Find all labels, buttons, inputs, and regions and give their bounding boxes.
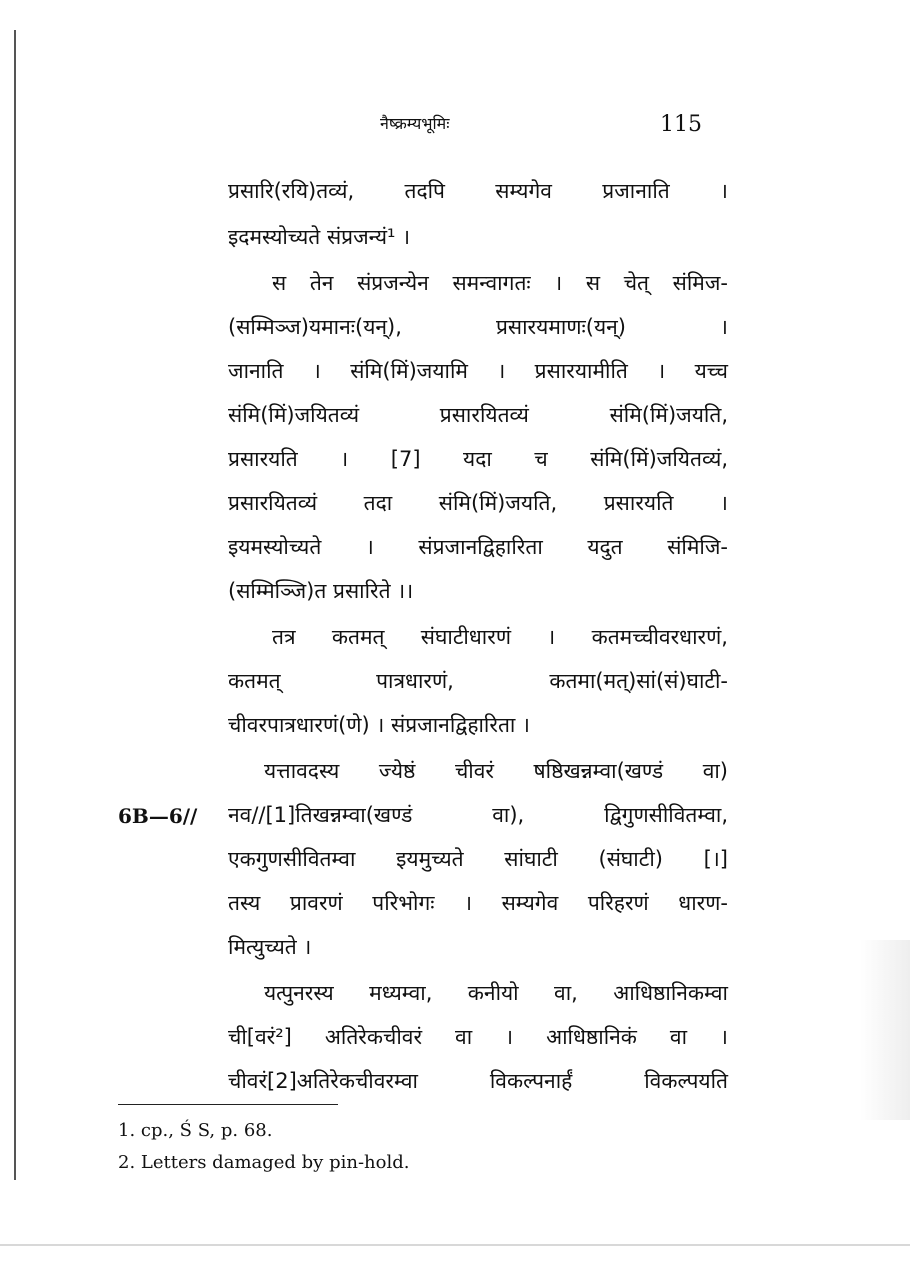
margin-reference: 6B—6// <box>118 804 198 828</box>
text-line-11: तत्र कतमत् संघाटीधारणं । कतमच्चीवरधारणं, <box>272 625 728 649</box>
text-line-19: यत्पुनरस्य मध्यम्वा, कनीयो वा, आधिष्ठानिकम्वा <box>264 981 728 1005</box>
footnote-1: 1. cp., Ś S, p. 68. <box>118 1120 273 1141</box>
text-line-2: इदमस्योच्यते संप्रजन्यं¹ । <box>228 225 411 249</box>
footnote-divider <box>118 1104 338 1105</box>
page-bottom-edge <box>0 1244 910 1246</box>
text-line-3: स तेन संप्रजन्येन समन्वागतः । स चेत् संमिज- <box>272 271 728 295</box>
text-line-15: नव//[1]तिखन्नम्वा(खण्डं वा), द्विगुणसीवितम्वा, <box>228 803 728 827</box>
text-line-1: प्रसारि(रयि)तव्यं, तदपि सम्यगेव प्रजानाति । <box>228 179 728 203</box>
text-line-7: प्रसारयति । [7] यदा च संमि(मिं)जयितव्यं, <box>228 447 728 471</box>
text-line-10: (सम्मिञ्जि)त प्रसारिते ।। <box>228 579 414 603</box>
text-line-14: यत्तावदस्य ज्येष्ठं चीवरं षष्ठिखन्नम्वा(खण्डं वा) <box>264 759 728 783</box>
page-number: 115 <box>660 112 702 137</box>
text-line-16: एकगुणसीवितम्वा इयमुच्यते सांघाटी (संघाटी) [।] <box>228 847 728 871</box>
text-line-13: चीवरपात्रधारणं(णे) । संप्रजानद्विहारिता । <box>228 713 530 737</box>
text-line-5: जानाति । संमि(मिं)जयामि । प्रसारयामीति । यच्च <box>228 359 728 383</box>
text-line-6: संमि(मिं)जयितव्यं प्रसारयितव्यं संमि(मिं)जयति, <box>228 403 728 427</box>
text-line-17: तस्य प्रावरणं परिभोगः । सम्यगेव परिहरणं धारण- <box>228 891 728 915</box>
text-line-4: (सम्मिञ्ज)यमानः(यन्), प्रसारयमाणः(यन्) । <box>228 315 728 339</box>
text-line-18: मित्युच्यते । <box>228 935 312 959</box>
page-edge-shadow <box>860 940 910 1120</box>
text-line-12: कतमत् पात्रधारणं, कतमा(मत्)सां(सं)घाटी- <box>228 669 728 693</box>
footnote-2: 2. Letters damaged by pin-hold. <box>118 1152 410 1173</box>
running-header: नैष्क्रम्यभूमिः <box>380 114 450 133</box>
text-line-21: चीवरं[2]अतिरेकचीवरम्वा विकल्पनार्हं विकल्पयति <box>228 1069 728 1093</box>
binding-edge <box>14 30 16 1180</box>
text-line-8: प्रसारयितव्यं तदा संमि(मिं)जयति, प्रसारयति । <box>228 491 728 515</box>
text-line-20: ची[वरं²] अतिरेकचीवरं वा । आधिष्ठानिकं वा । <box>228 1025 728 1049</box>
text-line-9: इयमस्योच्यते । संप्रजानद्विहारिता यदुत संमिजि- <box>228 535 728 559</box>
